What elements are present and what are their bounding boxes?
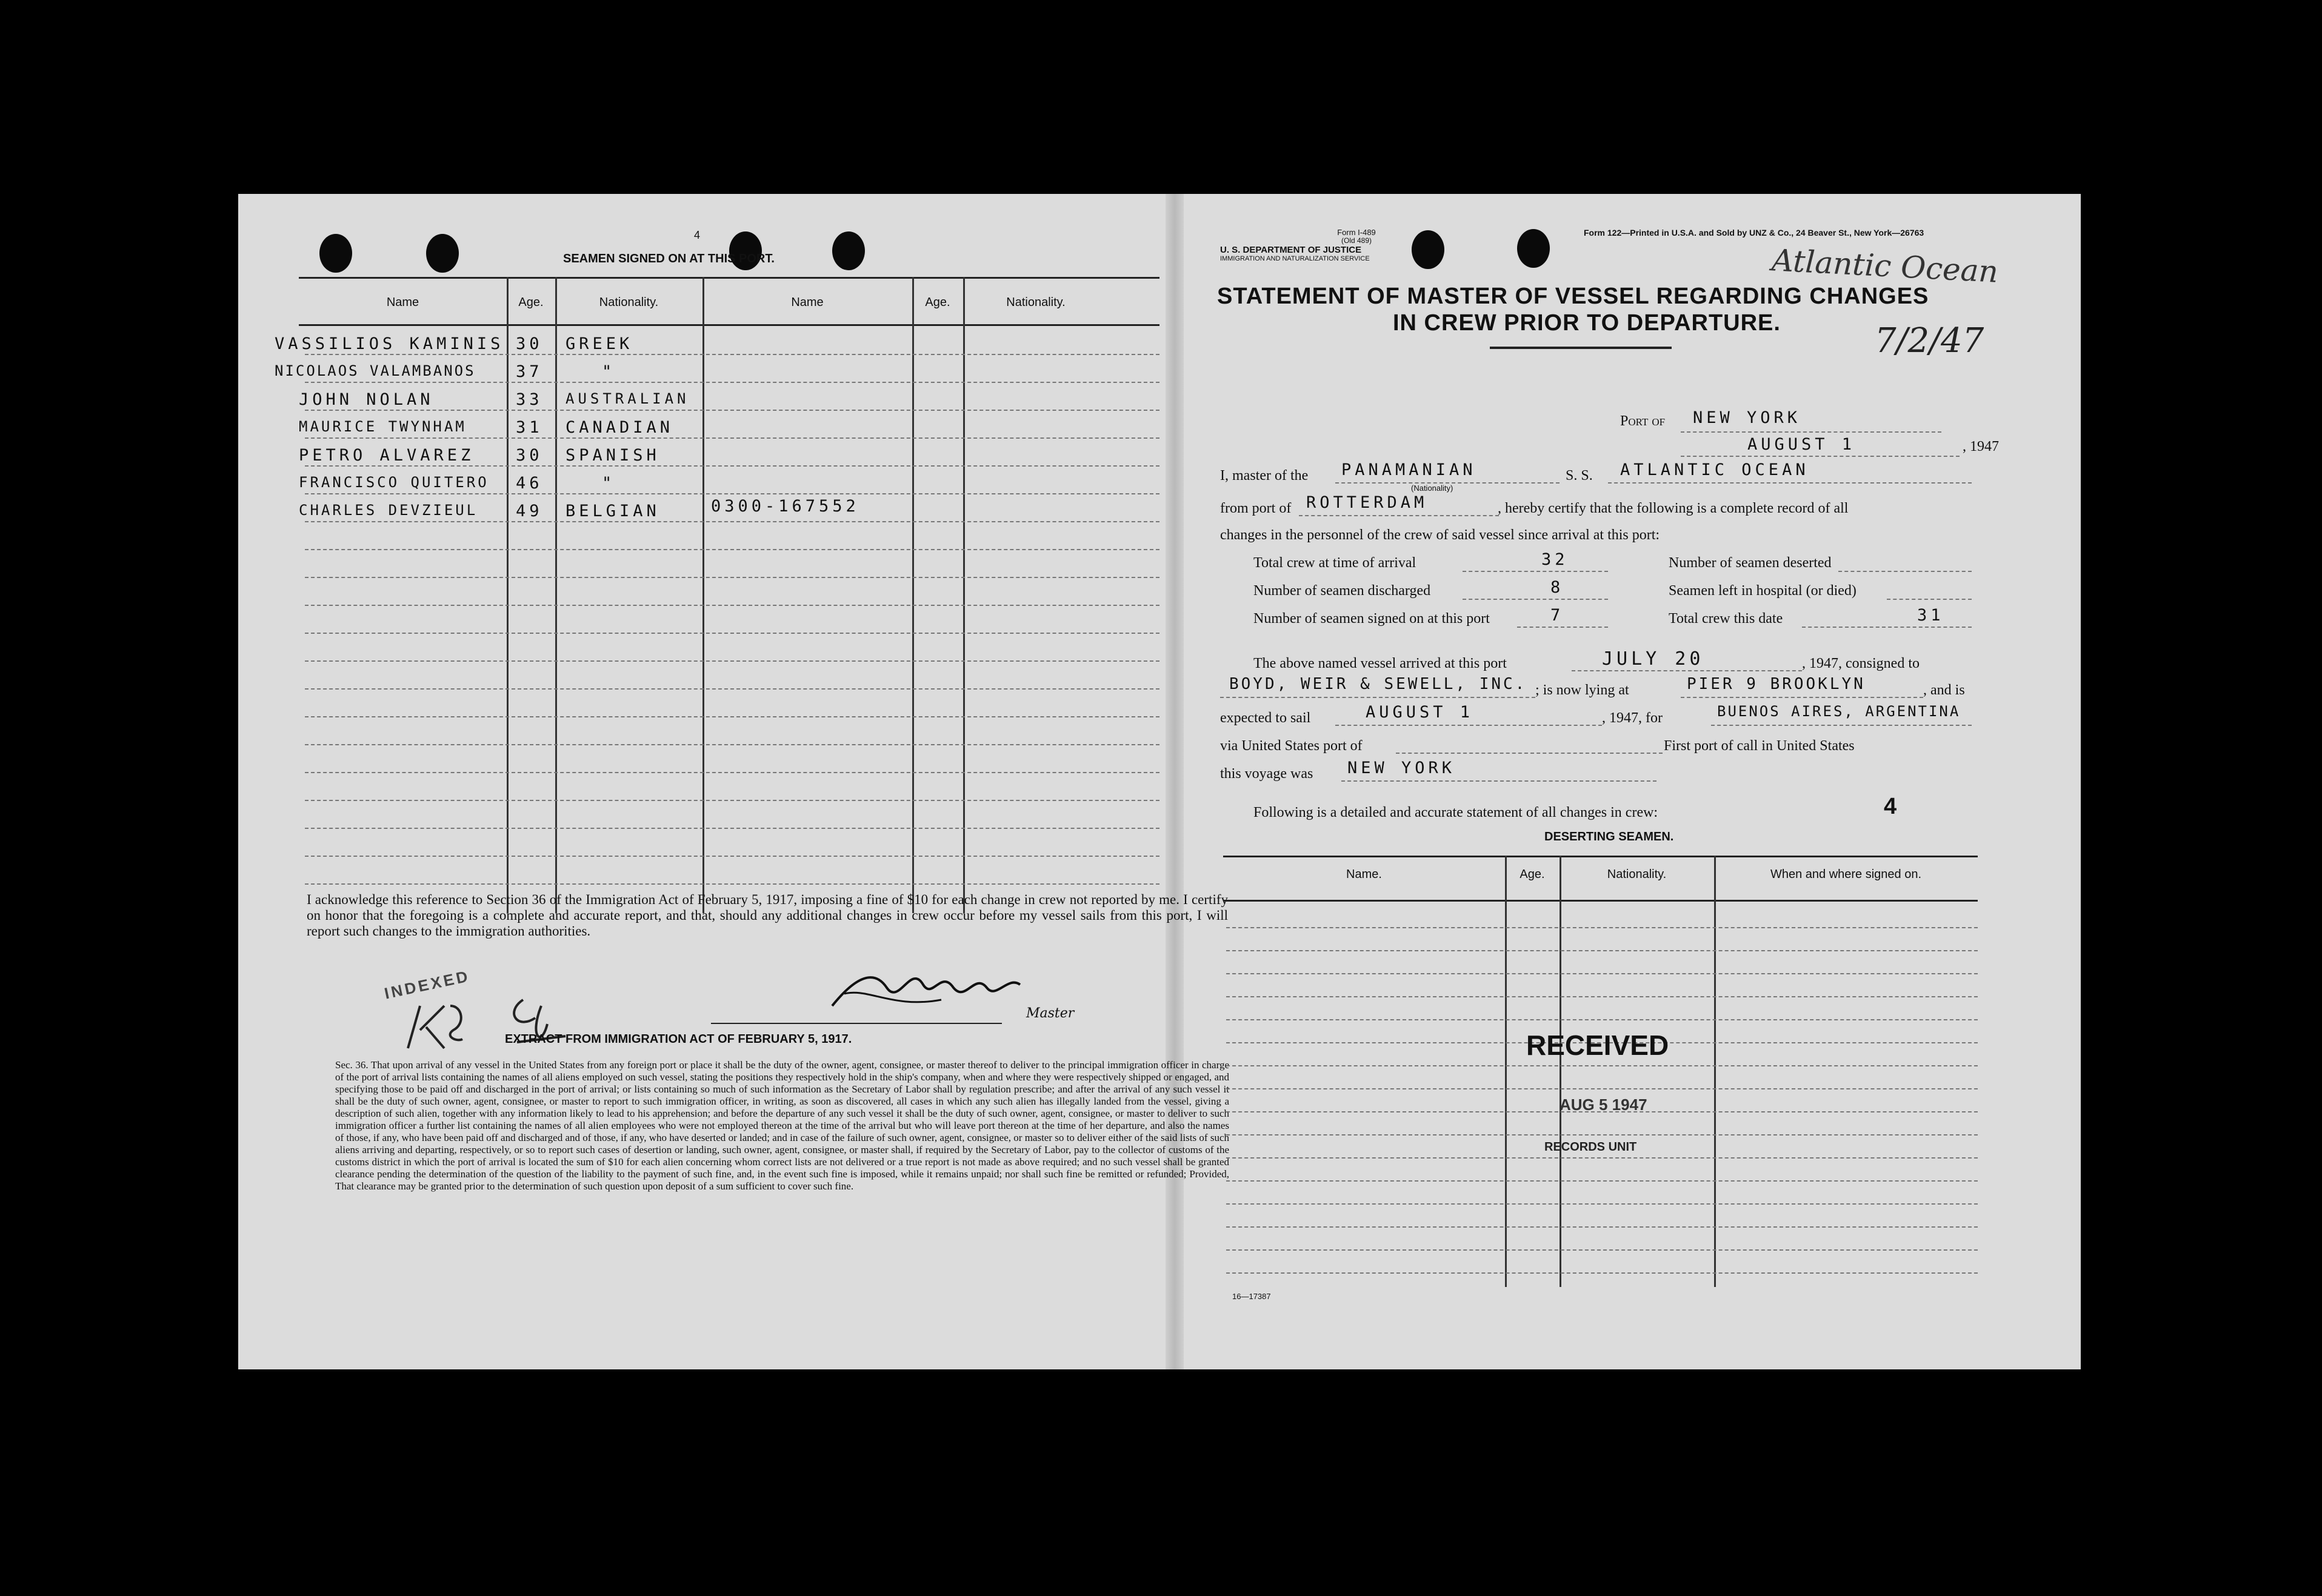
deserting-table-top	[1223, 856, 1978, 857]
total-this-date-value: 31	[1917, 606, 1944, 625]
total-crew-arrival-label: Total crew at time of arrival	[1253, 555, 1416, 571]
date-value: AUGUST 1	[1747, 435, 1856, 454]
seaman-name: CHARLES DEVZIEUL	[299, 502, 478, 519]
column-divider	[555, 277, 557, 913]
punch-hole	[426, 234, 459, 273]
punch-hole	[832, 231, 865, 270]
page-fold	[1166, 194, 1184, 1369]
arrived-year: , 1947, consigned to	[1802, 656, 1920, 671]
sail-year: , 1947, for	[1602, 710, 1663, 726]
port-value: NEW YORK	[1693, 408, 1801, 427]
header-name-2: Name	[791, 296, 824, 309]
acknowledgement-text: I acknowledge this reference to Section 36 of the Immigration Act of February 5, 1917, imposing a fine of $10 for each change in crew not reported by me. I certify on honor that the foregoing is a complete and accurate report, and that, should any additional changes in crew occur before my vessel sails from this port, I will report such changes to the immigration authorities.	[307, 892, 1228, 939]
signed-on-value: 7	[1550, 606, 1564, 625]
voyage-value: NEW YORK	[1347, 759, 1456, 777]
via-label: via United States port of	[1220, 738, 1363, 754]
signed-on-label: Number of seamen signed on at this port	[1253, 611, 1490, 627]
seaman-age: 30	[516, 334, 543, 353]
header-deserting-when-where: When and where signed on.	[1770, 868, 1922, 881]
document-sheet	[238, 194, 2081, 1369]
master-signature	[820, 951, 1038, 1018]
title-underline	[1490, 347, 1672, 349]
arrived-label: The above named vessel arrived at this port	[1253, 656, 1507, 671]
seaman-name: FRANCISCO QUITERO	[299, 474, 489, 491]
received-stamp-date: AUG 5 1947	[1560, 1096, 1647, 1114]
nationality-caption: (Nationality)	[1411, 484, 1453, 493]
discharged-label: Number of seamen discharged	[1253, 583, 1431, 599]
seaman-name: PETRO ALVAREZ	[299, 446, 475, 465]
punch-hole	[319, 234, 352, 273]
table-header-rule	[299, 324, 1159, 326]
punch-hole	[1517, 229, 1550, 268]
total-crew-arrival-value: 32	[1541, 550, 1569, 569]
handwritten-number: 4	[1884, 794, 1897, 819]
header-age: Age.	[518, 296, 544, 309]
left-heading: SEAMEN SIGNED ON AT THIS PORT.	[563, 252, 775, 265]
seaman-name: VASSILIOS KAMINIS	[275, 334, 504, 353]
arrived-value: JULY 20	[1602, 648, 1704, 670]
signature-line	[711, 1023, 1002, 1024]
column-divider	[963, 277, 965, 913]
extract-text: Sec. 36. That upon arrival of any vessel in the United States from any foreign port or place it shall be the duty of the owner, agent, consignee, or master thereof to deliver to the principal immigration officer in charge of the port of arrival lists containing the names of all aliens employed on such vessel, stating the positions they respectively hold in the ship's company, when and where they were respectively shipped or engaged, and specifying those to be paid off and discharged in the port of arrival; or lists containing so much of such information as the Secretary of Labor shall by regulation prescribe; and after the arrival of any such vessel it shall be the duty of such owner, agent, consignee, or master to report to such immigration officer, in writing, as soon as discovered, all cases in which any such alien has illegally landed from the vessel, giving a description of such alien, together with any information likely to lead to his apprehension; and before the departure of any such vessel it shall be the duty of such owner, agent, consignee, or master to deliver to such immigration officer a further list containing the names of all alien employees who were not employed thereon at the time of the arrival but who will leave port thereon at the time of her departure, and also the names of those, if any, who have been paid off and discharged and of those, if any, who have deserted or landed; and in case of the failure of such owner, agent, consignee, or master so to deliver either of the said lists of such aliens arriving and departing, respectively, or so to report such cases of desertion or landing, such owner, agent, consignee, or master shall, if required by the Secretary of Labor, pay to the collector of customs of the customs district in which the port of arrival is located the sum of $10 for each alien concerning whom correct lists are not delivered or a true report is not made as above required; and no such vessel shall be granted clearance pending the determination of the question of the liability to the payment of such fine, and, in the event such fine is imposed, while it remains unpaid; nor shall such fine be remitted or refunded; Provided, That clearance may be granted prior to the determination of such question upon deposit of a sum sufficient to cover such fine.	[335, 1059, 1229, 1192]
form-title-line1: STATEMENT OF MASTER OF VESSEL REGARDING CHANGES	[1217, 284, 1929, 309]
changes-text: changes in the personnel of the crew of said vessel since arrival at this port:	[1220, 527, 1660, 543]
column-divider	[1505, 856, 1507, 1287]
header-nationality: Nationality.	[599, 296, 659, 309]
seaman-age: 30	[516, 446, 543, 465]
initials-mark	[384, 982, 584, 1060]
voyage-label: this voyage was	[1220, 766, 1313, 782]
seaman-age: 46	[516, 474, 543, 493]
seaman-nationality: BELGIAN	[565, 502, 660, 520]
seaman-nationality: AUSTRALIAN	[565, 390, 690, 407]
header-age-2: Age.	[925, 296, 950, 309]
nationality-value: PANAMANIAN	[1341, 461, 1476, 479]
total-this-date-label: Total crew this date	[1669, 611, 1783, 627]
hospital-label: Seamen left in hospital (or died)	[1669, 583, 1857, 599]
column-divider	[702, 277, 704, 913]
seaman-name: NICOLAOS VALAMBANOS	[275, 362, 476, 379]
column-divider	[1560, 856, 1561, 1287]
seaman-nationality: "	[602, 362, 616, 381]
seaman-nationality: CANADIAN	[565, 418, 674, 437]
punch-hole	[1412, 230, 1444, 269]
printer-line: Form 122—Printed in U.S.A. and Sold by UNZ & Co., 24 Beaver St., New York—26763	[1584, 228, 1924, 238]
handwritten-note: Atlantic Ocean	[1770, 242, 2000, 290]
port-label: Port of	[1620, 413, 1666, 429]
seaman-extra-note: 0300-167552	[711, 497, 859, 516]
first-port-label: First port of call in United States	[1664, 738, 1855, 754]
ss-label: S. S.	[1566, 468, 1593, 484]
seaman-nationality: SPANISH	[565, 446, 660, 465]
seaman-age: 49	[516, 502, 543, 520]
destination-value: BUENOS AIRES, ARGENTINA	[1717, 703, 1961, 720]
seaman-name: MAURICE TWYNHAM	[299, 418, 467, 435]
vessel-value: ATLANTIC OCEAN	[1620, 461, 1809, 479]
column-divider	[1714, 856, 1716, 1287]
header-deserting-nationality: Nationality.	[1607, 868, 1667, 881]
table-top-rule	[299, 277, 1159, 279]
form-old: (Old 489)	[1341, 236, 1372, 245]
pier-value: PIER 9 BROOKLYN	[1687, 675, 1866, 693]
header-deserting-name: Name.	[1346, 868, 1382, 881]
received-stamp: RECEIVED	[1526, 1029, 1669, 1061]
seaman-age: 37	[516, 362, 543, 381]
sail-value: AUGUST 1	[1366, 703, 1474, 722]
deserting-heading: DESERTING SEAMEN.	[1544, 830, 1674, 843]
form-number: Form I-489	[1337, 228, 1376, 237]
seaman-name: JOHN NOLAN	[299, 390, 434, 409]
from-port-value: ROTTERDAM	[1306, 493, 1428, 512]
form-title-line2: IN CREW PRIOR TO DEPARTURE.	[1393, 310, 1781, 336]
header-deserting-age: Age.	[1520, 868, 1545, 881]
page-number: 4	[694, 229, 701, 241]
lying-label: ; is now lying at	[1535, 682, 1629, 698]
expected-label: expected to sail	[1220, 710, 1311, 726]
consignee-value: BOYD, WEIR & SEWELL, INC.	[1229, 675, 1527, 693]
handwritten-date: 7/2/47	[1875, 321, 1984, 361]
extract-title: EXTRACT FROM IMMIGRATION ACT OF FEBRUARY 5, 1917.	[505, 1032, 852, 1046]
column-divider	[912, 277, 914, 913]
certify-text: , hereby certify that the following is a complete record of all	[1498, 500, 1849, 516]
master-of-label: I, master of the	[1220, 468, 1309, 484]
column-divider	[507, 277, 509, 913]
seaman-age: 31	[516, 418, 543, 437]
following-text: Following is a detailed and accurate statement of all changes in crew:	[1253, 805, 1658, 820]
year-value: , 1947	[1963, 439, 1999, 454]
seaman-nationality: "	[602, 474, 616, 493]
discharged-value: 8	[1550, 578, 1564, 597]
deserting-table-header-rule	[1223, 900, 1978, 902]
and-is-text: , and is	[1923, 682, 1965, 698]
from-port-label: from port of	[1220, 500, 1292, 516]
indexed-stamp: INDEXED	[382, 966, 472, 1003]
records-unit-stamp: RECORDS UNIT	[1544, 1140, 1637, 1154]
header-name: Name	[386, 296, 419, 309]
master-label: Master	[1026, 1006, 1075, 1021]
footer-code: 16—17387	[1232, 1292, 1271, 1301]
seaman-age: 33	[516, 390, 543, 409]
header-nationality-2: Nationality.	[1006, 296, 1066, 309]
deserted-label: Number of seamen deserted	[1669, 555, 1832, 571]
department: U. S. DEPARTMENT OF JUSTICE	[1220, 245, 1362, 255]
service: IMMIGRATION AND NATURALIZATION SERVICE	[1220, 255, 1370, 262]
seaman-nationality: GREEK	[565, 334, 633, 353]
